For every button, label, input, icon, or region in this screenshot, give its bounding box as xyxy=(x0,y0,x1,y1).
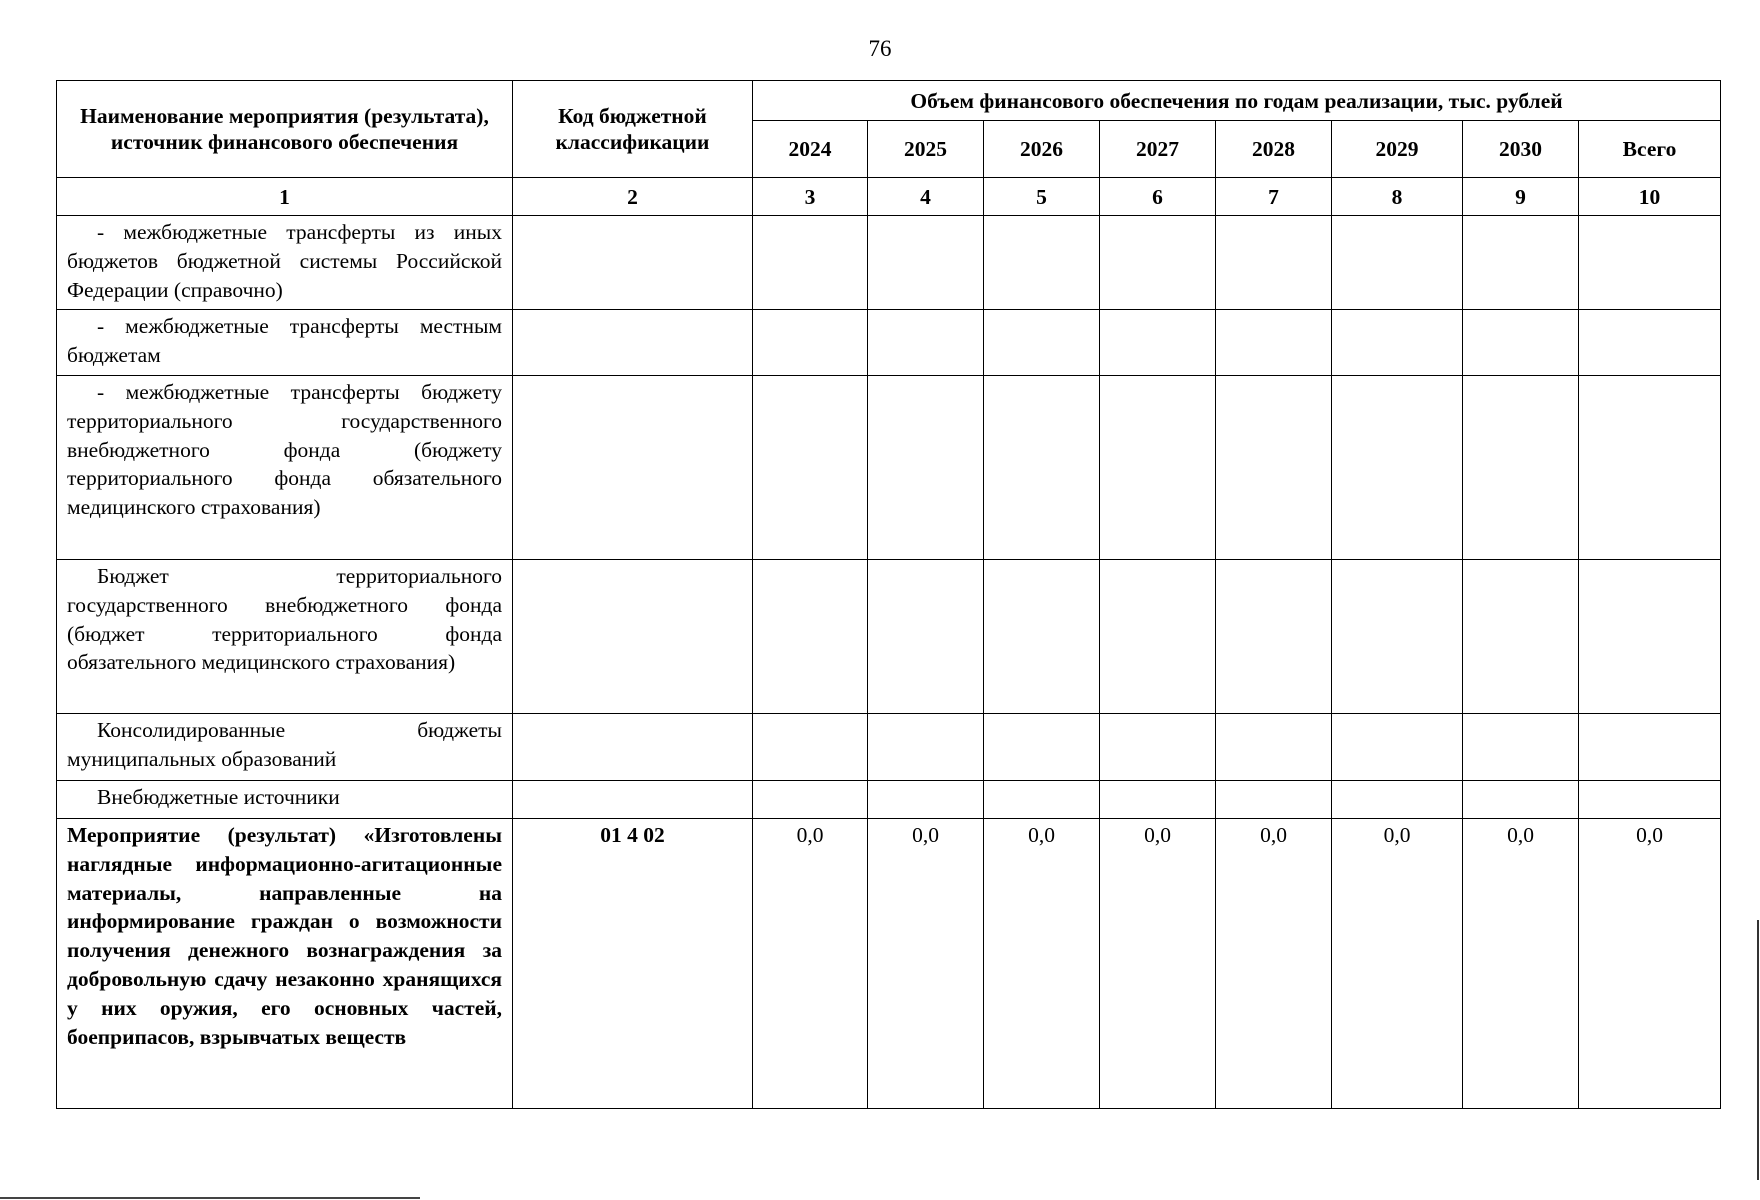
row-value xyxy=(1332,376,1463,560)
row-value: 0,0 xyxy=(1579,819,1721,1109)
row-value xyxy=(1579,216,1721,310)
header-year: 2025 xyxy=(868,121,984,178)
table-row xyxy=(57,781,1721,819)
header-code: Код бюджетной классификации xyxy=(513,81,753,178)
row-value xyxy=(1216,216,1332,310)
row-value xyxy=(753,216,868,310)
row-value xyxy=(1579,310,1721,376)
row-value: 0,0 xyxy=(1100,819,1216,1109)
row-label: Мероприятие (результат) «Изготовлены наглядные информационно-агитационные материалы, направленные на информирование граждан о возможности получения денежного вознаграждения за добровольную сдачу незаконно хранящихся у них оружия, его основных частей, боеприпасов, взрывчатых веществ xyxy=(57,819,513,1109)
row-code: 01 4 02 xyxy=(513,819,753,1109)
row-value xyxy=(1463,714,1579,781)
scan-edge-line xyxy=(1757,920,1759,1180)
row-value xyxy=(984,781,1100,819)
row-value xyxy=(984,310,1100,376)
row-value xyxy=(984,216,1100,310)
column-number: 1 xyxy=(57,178,513,216)
row-label: - межбюджетные трансферты из иных бюджетов бюджетной системы Российской Федерации (справочно) xyxy=(57,216,513,310)
row-value xyxy=(868,781,984,819)
row-value: 0,0 xyxy=(868,819,984,1109)
table-row xyxy=(57,819,1721,1109)
row-value xyxy=(1579,781,1721,819)
row-value: 0,0 xyxy=(1216,819,1332,1109)
row-value xyxy=(1463,376,1579,560)
row-value xyxy=(984,376,1100,560)
column-number: 9 xyxy=(1463,178,1579,216)
row-label: Консолидированные бюджеты муниципальных образований xyxy=(57,714,513,781)
row-label: - межбюджетные трансферты бюджету территориального государственного внебюджетного фонда (бюджету территориального фонда обязательного медицинского страхования) xyxy=(57,376,513,560)
row-value xyxy=(1463,560,1579,714)
row-value xyxy=(868,560,984,714)
header-year: 2027 xyxy=(1100,121,1216,178)
row-code xyxy=(513,714,753,781)
row-label: Бюджет территориального государственного внебюджетного фонда (бюджет территориального фонда обязательного медицинского страхования) xyxy=(57,560,513,714)
row-value xyxy=(1100,376,1216,560)
row-value xyxy=(1332,714,1463,781)
header-year: 2024 xyxy=(753,121,868,178)
row-value xyxy=(753,714,868,781)
row-label: Внебюджетные источники xyxy=(57,781,513,819)
table-row xyxy=(57,310,1721,376)
bottom-rule xyxy=(0,1197,420,1199)
row-value: 0,0 xyxy=(753,819,868,1109)
row-code xyxy=(513,376,753,560)
row-value xyxy=(753,310,868,376)
row-value xyxy=(868,376,984,560)
row-value xyxy=(1216,376,1332,560)
header-year: 2028 xyxy=(1216,121,1332,178)
row-value xyxy=(1216,714,1332,781)
column-number: 7 xyxy=(1216,178,1332,216)
row-value: 0,0 xyxy=(984,819,1100,1109)
table-row xyxy=(57,714,1721,781)
row-code xyxy=(513,310,753,376)
header-total: Всего xyxy=(1579,121,1721,178)
row-value xyxy=(1463,216,1579,310)
header-volume: Объем финансового обеспечения по годам реализации, тыс. рублей xyxy=(753,81,1721,121)
column-number: 8 xyxy=(1332,178,1463,216)
row-value xyxy=(1216,781,1332,819)
row-value xyxy=(753,560,868,714)
header-year: 2030 xyxy=(1463,121,1579,178)
row-value xyxy=(753,376,868,560)
table-row xyxy=(57,560,1721,714)
row-value xyxy=(1100,310,1216,376)
row-value xyxy=(753,781,868,819)
row-value: 0,0 xyxy=(1332,819,1463,1109)
column-number: 2 xyxy=(513,178,753,216)
row-value xyxy=(868,714,984,781)
column-number: 10 xyxy=(1579,178,1721,216)
row-value xyxy=(1216,310,1332,376)
column-number: 5 xyxy=(984,178,1100,216)
row-value xyxy=(1100,781,1216,819)
row-value xyxy=(1579,714,1721,781)
row-value xyxy=(868,216,984,310)
row-value xyxy=(1332,560,1463,714)
table-row xyxy=(57,216,1721,310)
budget-table xyxy=(56,80,1721,1109)
column-number: 3 xyxy=(753,178,868,216)
header-year: 2029 xyxy=(1332,121,1463,178)
row-code xyxy=(513,781,753,819)
row-value xyxy=(1463,310,1579,376)
row-code xyxy=(513,560,753,714)
row-value xyxy=(1463,781,1579,819)
column-number: 4 xyxy=(868,178,984,216)
row-value xyxy=(1100,560,1216,714)
row-value xyxy=(984,560,1100,714)
header-name: Наименование мероприятия (результата), источник финансового обеспечения xyxy=(57,81,513,178)
row-value xyxy=(1579,376,1721,560)
header-year: 2026 xyxy=(984,121,1100,178)
row-value xyxy=(1216,560,1332,714)
row-value xyxy=(1332,781,1463,819)
row-value xyxy=(984,714,1100,781)
page-number: 76 xyxy=(868,36,892,61)
row-value xyxy=(1332,310,1463,376)
row-value xyxy=(1332,216,1463,310)
row-value xyxy=(1100,216,1216,310)
row-value: 0,0 xyxy=(1463,819,1579,1109)
table-row xyxy=(57,376,1721,560)
row-value xyxy=(868,310,984,376)
row-value xyxy=(1579,560,1721,714)
row-code xyxy=(513,216,753,310)
row-value xyxy=(1100,714,1216,781)
row-label: - межбюджетные трансферты местным бюджетам xyxy=(57,310,513,376)
column-number: 6 xyxy=(1100,178,1216,216)
